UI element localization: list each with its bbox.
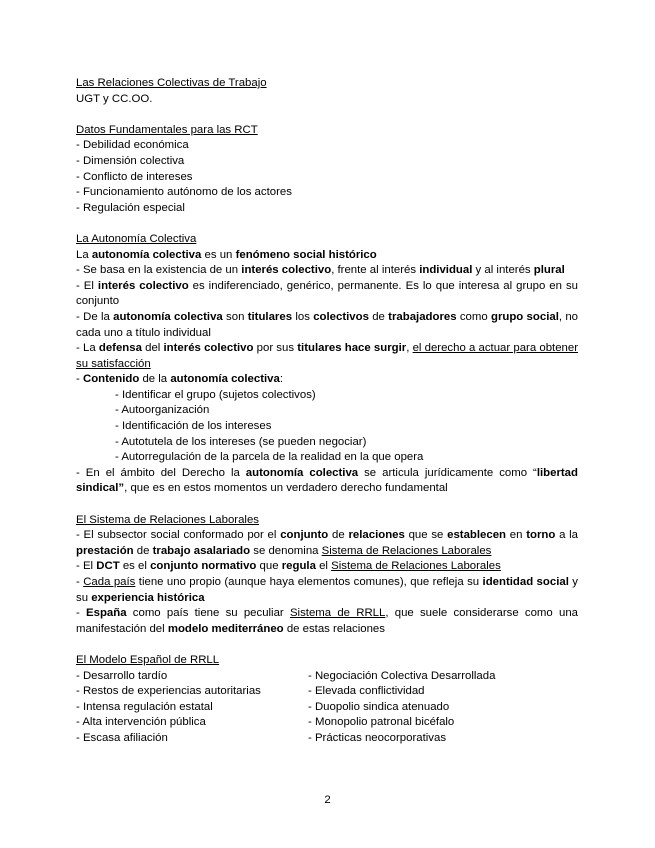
paragraph: - España como país tiene su peculiar Sistema de RRLL, que suele considerarse como una manifestación del modelo mediterráneo de estas relaciones [76, 607, 578, 635]
document-page [76, 76, 578, 747]
list-item: - Negociación Colectiva Desarrollada [308, 669, 496, 682]
list-item: - Autotutela de los intereses (se pueden negociar) [115, 435, 367, 448]
paragraph: - Cada país tiene uno propio (aunque haya elementos comunes), que refleja su identidad social y su experiencia histórica [76, 576, 578, 604]
section-heading-datos: Datos Fundamentales para las RCT [76, 123, 258, 136]
paragraph: La autonomía colectiva es un fenómeno social histórico [76, 248, 377, 261]
list-item: - Debilidad económica [76, 139, 189, 152]
list-item: - Alta intervención pública [76, 716, 206, 729]
paragraph: - Se basa en la existencia de un interés colectivo, frente al interés individual y al interés plural [76, 264, 565, 277]
list-item: - Autorregulación de la parcela de la realidad en la que opera [115, 451, 424, 464]
list-item: - Restos de experiencias autoritarias [76, 685, 261, 698]
document-subtitle: UGT y CC.OO. [76, 92, 153, 105]
right-column [308, 669, 495, 747]
list-item: - Autoorganización [115, 404, 210, 417]
paragraph: - El DCT es el conjunto normativo que regula el Sistema de Relaciones Laborales [76, 560, 501, 573]
section-heading-sistema: El Sistema de Relaciones Laborales [76, 513, 259, 526]
list-item: - Regulación especial [76, 201, 185, 214]
list-item: - Dimensión colectiva [76, 154, 185, 167]
document-title: Las Relaciones Colectivas de Trabajo [76, 77, 267, 89]
paragraph: - El subsector social conformado por el conjunto de relaciones que se establecen en torno a la prestación de trabajo asalariado se denomina Sistema de Relaciones Laborales [76, 529, 579, 557]
section-heading-autonomia: La Autonomía Colectiva [76, 232, 197, 245]
list-item: - Conflicto de intereses [76, 170, 193, 183]
paragraph: - El interés colectivo es indiferenciado, genérico, permanente. Es lo que interesa al grupo en su conjunto [76, 279, 578, 308]
section-heading-modelo: El Modelo Español de RRLL [76, 653, 220, 666]
left-column [76, 669, 308, 747]
paragraph: - De la autonomía colectiva son titulares los colectivos de trabajadores como grupo social, no cada uno a título individual [76, 310, 578, 339]
list-item: - Intensa regulación estatal [76, 700, 213, 713]
list-item: - Duopolio sindica atenuado [308, 700, 450, 713]
page-number: 2 [324, 794, 331, 806]
list-item: - Identificar el grupo (sujetos colectivos) [115, 388, 316, 401]
paragraph: - Contenido de la autonomía colectiva: [76, 373, 283, 386]
list-item: - Prácticas neocorporativas [308, 731, 447, 744]
two-column-list [76, 669, 578, 747]
paragraph: - La defensa del interés colectivo por sus titulares hace surgir, el derecho a actuar para obtener su satisfacción [76, 342, 579, 370]
list-item: - Identificación de los intereses [115, 420, 272, 433]
list-item: - Funcionamiento autónomo de los actores [76, 186, 292, 199]
list-item: - Monopolio patronal bicéfalo [308, 716, 455, 729]
list-item: - Escasa afiliación [76, 731, 168, 744]
paragraph: - En el ámbito del Derecho la autonomía colectiva se articula jurídicamente como “libertad sindical”, que es en estos momentos un verdadero derecho fundamental [76, 466, 578, 495]
list-item: - Elevada conflictividad [308, 685, 425, 698]
list-item: - Desarrollo tardío [76, 669, 168, 682]
